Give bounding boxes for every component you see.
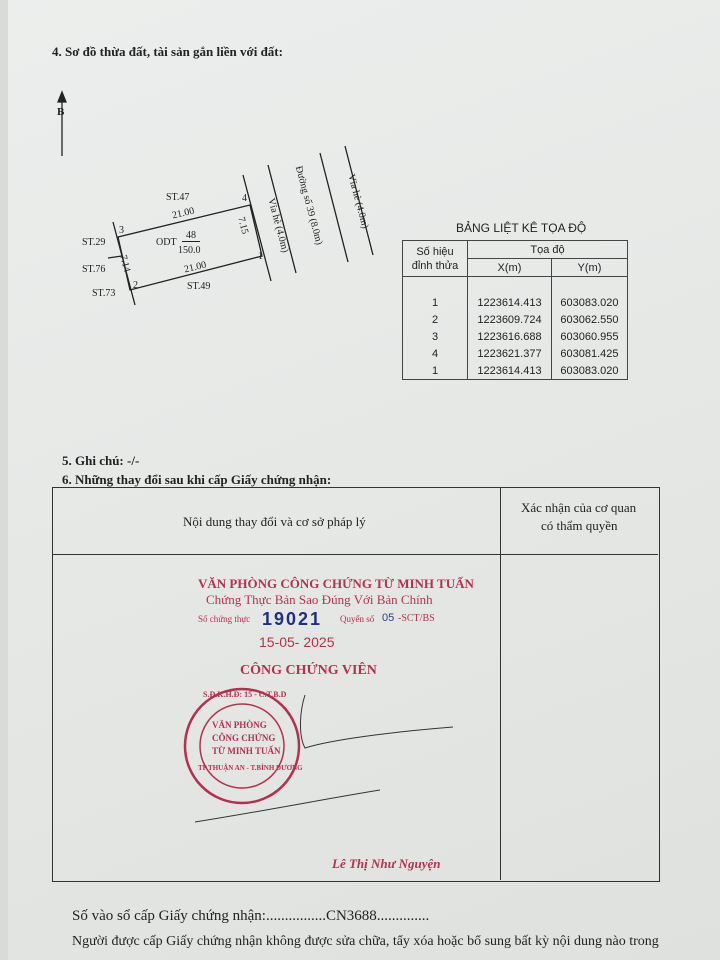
registration-number: CN3688 [325,908,377,924]
neighbor-label: ST.49 [187,281,211,292]
footer-notice: Người được cấp Giấy chứng nhận không được sửa chữa, tẩy xóa hoặc bổ sung bất kỳ nội dung nào trong [72,934,659,949]
seal-ring-bottom: TP.THUẬN AN - T.BÌNH DƯƠNG [198,764,303,772]
seal-center-line: VĂN PHÒNG [212,720,267,730]
seal-center-line: CÔNG CHỨNG [212,733,276,743]
notary-number-label: Số chứng thực [198,614,251,624]
notary-title: CÔNG CHỨNG VIÊN [240,663,377,678]
vertex-label: 2 [133,280,138,291]
road-label: Đường số 39 (8.0m) [292,164,325,247]
neighbor-label: ST.73 [92,288,116,299]
section-6-heading: 6. Những thay đổi sau khi cấp Giấy chứng nhận: [62,472,332,487]
registration-line: Số vào sổ cấp Giấy chứng nhận:................CN3688.............. [72,908,430,924]
road-line [320,153,348,262]
header-coords: Tọa độ [468,241,628,259]
neighbor-label: ST.76 [82,264,106,275]
table-row: 4 1223621.377 603081.425 [403,345,628,362]
table-row: 1 1223614.413 603083.020 [403,362,628,380]
section-5-note: 5. Ghi chú: -/- [62,453,140,468]
parcel-number: 48 [182,230,200,242]
edge-length-top: 21.00 [171,205,196,222]
table-row: 2 1223609.724 603062.550 [403,311,628,328]
neighbor-label: ST.47 [166,192,190,203]
edge-length-right: 7.15 [235,215,251,236]
header-authority: có thẩm quyền [541,518,618,533]
registration-label: Số vào sổ cấp Giấy chứng nhận: [72,908,266,924]
notary-date: 15-05- 2025 [259,634,335,650]
seal-center-line: TỪ MINH TUẤN [212,746,281,756]
notary-signer-name: Lê Thị Như Nguyện [332,856,441,871]
north-label: B [57,106,65,118]
header-point: đỉnh thửa [411,259,459,272]
edge-length-left: 7.14 [117,253,133,274]
coord-table-title: BẢNG LIỆT KÊ TỌA ĐỘ [456,221,587,235]
coord-table [402,240,628,380]
notary-office-name: VĂN PHÒNG CÔNG CHỨNG TỪ MINH TUẤN [198,576,474,591]
notary-certify-text: Chứng Thực Bản Sao Đúng Với Bản Chính [206,592,433,607]
signature-stroke [195,790,380,822]
table-row: 3 1223616.688 603060.955 [403,328,628,345]
seal-ring-top: S.Đ.K.H.Đ: 15 - C.T.B.D [203,690,287,699]
vertex-label: 3 [119,225,124,236]
notary-book-label: Quyển số [340,614,375,624]
notary-book-suffix: -SCT/BS [398,613,435,624]
table-row: 1 1223614.413 603083.020 [403,294,628,311]
vertex-label: 4 [242,193,247,204]
section-4-heading: 4. Sơ đồ thừa đất, tài sản gắn liền với đất: [52,44,283,59]
header-y: Y(m) [551,259,627,277]
header-change-content: Nội dung thay đổi và cơ sở pháp lý [183,514,366,529]
header-point: Số hiệu [416,245,454,258]
notary-book-number: 05 [382,612,395,624]
header-x: X(m) [468,259,552,277]
edge-length-bottom: 21.00 [183,259,208,276]
seal-and-signature [170,680,470,880]
header-authority: Xác nhận của cơ quan [521,500,637,515]
road-label: Vỉa hè (4.0m) [345,173,371,230]
parcel-land-type: ODT [156,237,177,248]
north-arrow-head [58,92,66,102]
vertex-label: 1 [258,251,263,262]
signature-stroke [300,695,453,748]
road-label: Vỉa hè (4.0m) [265,197,291,254]
neighbor-label: ST.29 [82,237,106,248]
parcel-area: 150.0 [178,245,201,256]
notary-number: 19021 [262,609,323,629]
